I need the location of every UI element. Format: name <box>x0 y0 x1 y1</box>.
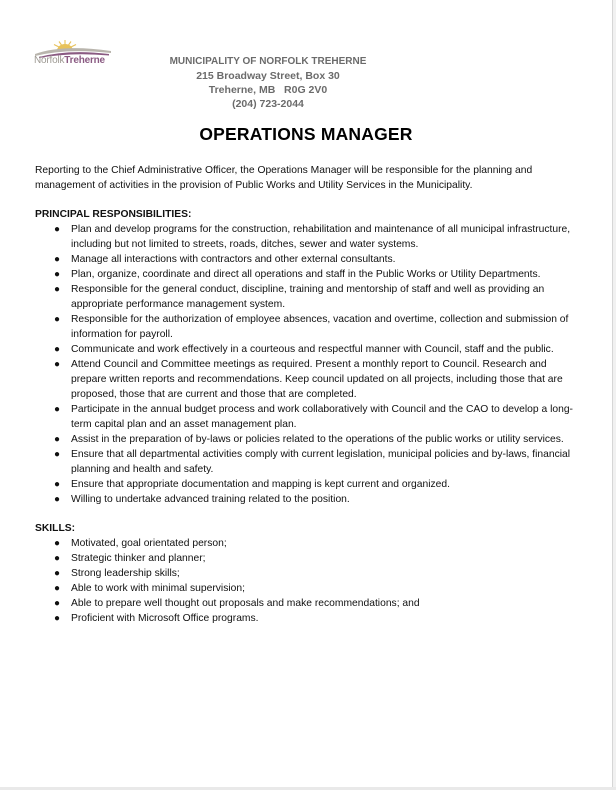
bullet-icon: ● <box>54 254 61 265</box>
bullet-icon: ● <box>54 359 61 370</box>
list-item: ● Able to work with minimal supervision; <box>54 583 245 594</box>
street-address: 215 Broadway Street, Box 30 <box>196 70 340 82</box>
bullet-icon: ● <box>54 613 61 624</box>
phone-number: (204) 723-2044 <box>232 98 304 110</box>
municipality-name: MUNICIPALITY OF NORFOLK TREHERNE <box>169 56 367 67</box>
list-item: ● Strategic thinker and planner; <box>54 553 206 564</box>
logo-word-treherne: Treherne <box>64 55 105 66</box>
list-item: ● Assist in the preparation of by-laws or policies related to the operations of the public works or utility services. <box>54 434 564 445</box>
logo-word-norfolk: Norfolk <box>34 55 65 66</box>
bullet-icon: ● <box>54 568 61 579</box>
letterhead <box>150 55 386 111</box>
responsibilities-list <box>35 222 583 507</box>
list-item: ● Responsible for the authorization of employee absences, vacation and overtime, collection and submission of information for payroll. <box>54 314 569 340</box>
list-item: ● Manage all interactions with contractors and other external consultants. <box>54 254 396 265</box>
list-item: ● Responsible for the general conduct, discipline, training and mentorship of staff and well as providing an appropriate performance management system. <box>54 284 545 310</box>
skills-list <box>35 536 583 626</box>
list-item: ● Communicate and work effectively in a courteous and respectful manner with Council, staff and the public. <box>54 344 554 355</box>
bullet-icon: ● <box>54 598 61 609</box>
municipality-logo <box>33 38 113 68</box>
bullet-icon: ● <box>54 314 61 325</box>
bullet-icon: ● <box>54 479 61 490</box>
bullet-icon: ● <box>54 284 61 295</box>
list-item: ● Ensure that appropriate documentation and mapping is kept current and organized. <box>54 479 450 490</box>
bullet-icon: ● <box>54 404 61 415</box>
list-item: ● Plan and develop programs for the construction, rehabilitation and maintenance of all municipal infrastructure, including but not limited to streets, roads, ditches, sewer and water systems. <box>54 224 571 250</box>
document-body <box>35 163 583 626</box>
skills-heading: SKILLS: <box>35 523 76 534</box>
list-item: ● Participate in the annual budget process and work collaboratively with Council and the CAO to develop a long-term capital plan and an asset management plan. <box>54 404 573 430</box>
list-item: ● Motivated, goal orientated person; <box>54 538 227 549</box>
bullet-icon: ● <box>54 494 61 505</box>
bullet-icon: ● <box>54 344 61 355</box>
list-item: ● Attend Council and Committee meetings as required. Present a monthly report to Council. Research and prepare written reports and recommendations. Keep council updated on all projects, including those that are proposed, those that are current and those that are completed. <box>54 359 563 400</box>
list-item: ● Proficient with Microsoft Office programs. <box>54 613 259 624</box>
bullet-icon: ● <box>54 538 61 549</box>
bullet-icon: ● <box>54 553 61 564</box>
list-item: ● Plan, organize, coordinate and direct all operations and staff in the Public Works or Utility Departments. <box>54 269 541 280</box>
bullet-icon: ● <box>54 583 61 594</box>
bullet-icon: ● <box>54 449 61 460</box>
responsibilities-heading: PRINCIPAL RESPONSIBILITIES: <box>35 209 192 220</box>
logo-wordmark <box>34 55 105 66</box>
bullet-icon: ● <box>54 269 61 280</box>
bullet-icon: ● <box>54 224 61 235</box>
page-edge-right <box>612 0 616 790</box>
page-title: OPERATIONS MANAGER <box>199 124 413 144</box>
list-item: ● Ensure that all departmental activities comply with current legislation, municipal policies and by-laws, financial planning and health and safety. <box>54 449 571 475</box>
city-postal: Treherne, MB R0G 2V0 <box>208 84 328 96</box>
list-item: ● Willing to undertake advanced training related to the position. <box>54 494 350 505</box>
list-item: ● Strong leadership skills; <box>54 568 180 579</box>
list-item: ● Able to prepare well thought out proposals and make recommendations; and <box>54 598 420 609</box>
intro-paragraph: Reporting to the Chief Administrative Officer, the Operations Manager will be responsible for the planning and management of activities in the provision of Public Works and Utility Services in the Municipality. <box>35 165 533 191</box>
bullet-icon: ● <box>54 434 61 445</box>
